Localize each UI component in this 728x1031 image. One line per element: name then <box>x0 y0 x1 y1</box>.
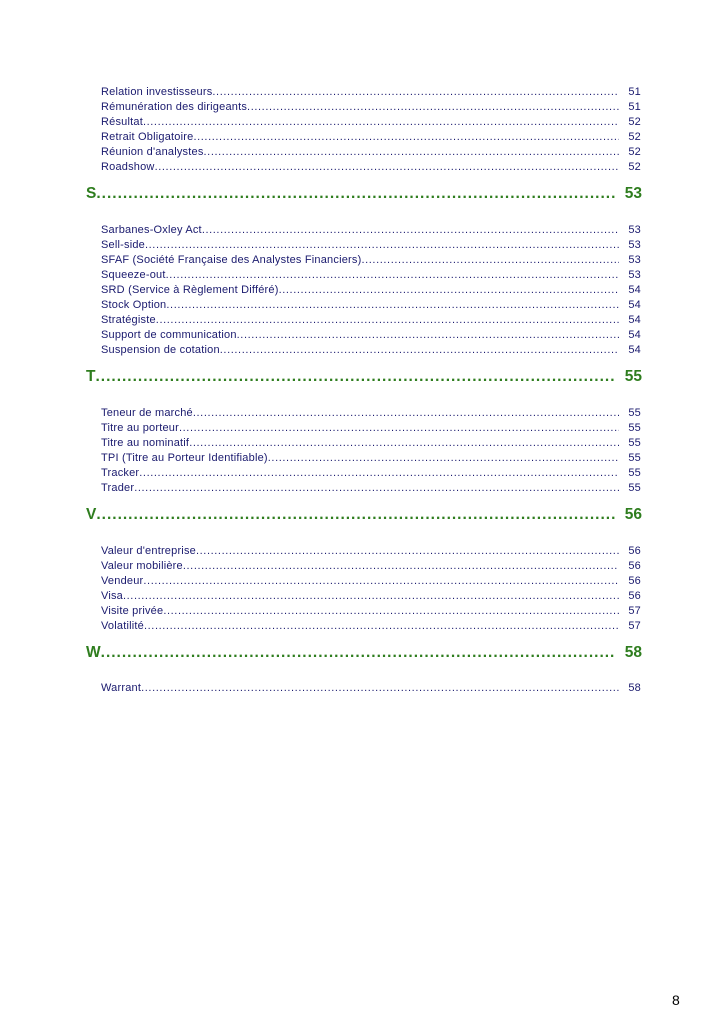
toc-entry-page: 53 <box>628 254 641 266</box>
toc-entry-label: Suspension de cotation <box>101 344 220 356</box>
toc-entry-label: Titre au porteur <box>101 422 179 434</box>
toc-entry-label: TPI (Titre au Porteur Identifiable) <box>101 452 268 464</box>
toc-leader-dots <box>95 368 616 386</box>
toc-entry-label: Teneur de marché <box>101 407 193 419</box>
toc-entry[interactable] <box>101 282 641 297</box>
toc-entry-page: 55 <box>628 482 641 494</box>
page-number: 8 <box>672 992 680 1008</box>
toc-leader-dots <box>96 506 616 524</box>
toc-leader-dots <box>204 146 619 159</box>
toc-entry[interactable] <box>101 588 641 603</box>
toc-entry-label: Tracker <box>101 467 140 479</box>
toc-entry[interactable] <box>101 342 641 357</box>
toc-entry[interactable] <box>101 84 641 99</box>
toc-entry-page: 54 <box>628 314 641 326</box>
toc-letter-heading[interactable] <box>86 640 642 662</box>
toc-entry-page: 55 <box>628 452 641 464</box>
toc-entry-page: 57 <box>628 605 641 617</box>
toc-entry-label: Réunion d'analystes <box>101 146 204 158</box>
toc-entry-page: 56 <box>628 590 641 602</box>
toc-entry-label: Valeur mobilière <box>101 560 183 572</box>
toc-entry-label: Squeeze-out <box>101 269 166 281</box>
toc-entry[interactable] <box>101 327 641 342</box>
toc-leader-dots <box>196 545 619 558</box>
toc-leader-dots <box>166 269 619 282</box>
toc-entry-label: Rémunération des dirigeants <box>101 101 248 113</box>
toc-entry-label: SFAF (Société Française des Analystes Financiers) <box>101 254 362 266</box>
toc-letter-heading[interactable] <box>86 181 642 203</box>
toc-entry[interactable] <box>101 543 641 558</box>
toc-entry-label: Support de communication <box>101 329 237 341</box>
toc-entry-page: 52 <box>628 116 641 128</box>
toc-entry[interactable] <box>101 435 641 450</box>
toc-entry[interactable] <box>101 222 641 237</box>
toc-entry-page: 56 <box>628 545 641 557</box>
toc-entry-label: Valeur d'entreprise <box>101 545 196 557</box>
toc-entry[interactable] <box>101 267 641 282</box>
toc-entry-label: Titre au nominatif <box>101 437 190 449</box>
toc-leader-dots <box>237 329 619 342</box>
toc-leader-dots <box>179 422 619 435</box>
toc-entry[interactable] <box>101 144 641 159</box>
toc-entry-label: SRD (Service à Règlement Différé) <box>101 284 279 296</box>
toc-letter-label: T <box>86 368 96 385</box>
toc-entry[interactable] <box>101 680 641 695</box>
toc-entry[interactable] <box>101 558 641 573</box>
toc-leader-dots <box>361 254 619 267</box>
toc-leader-dots <box>123 590 619 603</box>
toc-leader-dots <box>141 682 619 695</box>
toc-entry-page: 53 <box>628 224 641 236</box>
toc-entry-page: 53 <box>628 269 641 281</box>
toc-entry[interactable] <box>101 420 641 435</box>
toc-entry[interactable] <box>101 603 641 618</box>
toc-entry-page: 55 <box>628 422 641 434</box>
toc-leader-dots <box>101 644 616 662</box>
toc-leader-dots <box>166 299 619 312</box>
toc-leader-dots <box>193 131 619 144</box>
toc-leader-dots <box>163 605 619 618</box>
toc-entry-label: Roadshow <box>101 161 155 173</box>
toc-entry[interactable] <box>101 237 641 252</box>
toc-leader-dots <box>183 560 619 573</box>
toc-entry-label: Stock Option <box>101 299 167 311</box>
toc-entry[interactable] <box>101 252 641 267</box>
toc-entry[interactable] <box>101 618 641 633</box>
toc-leader-dots <box>220 344 619 357</box>
toc-leader-dots <box>155 161 619 174</box>
toc-entry-label: Volatilité <box>101 620 144 632</box>
toc-letter-page: 56 <box>624 506 642 523</box>
toc-leader-dots <box>96 185 616 203</box>
toc-letter-page: 58 <box>624 644 642 661</box>
toc-letter-label: S <box>86 185 97 202</box>
toc-leader-dots <box>279 284 619 297</box>
toc-entry-page: 55 <box>628 467 641 479</box>
toc-entry-page: 54 <box>628 329 641 341</box>
toc-entry-page: 57 <box>628 620 641 632</box>
toc-leader-dots <box>145 239 619 252</box>
toc-leader-dots <box>156 314 619 327</box>
toc-entry-page: 55 <box>628 407 641 419</box>
toc-entry-page: 51 <box>628 86 641 98</box>
toc-entry-label: Résultat <box>101 116 143 128</box>
toc-entry[interactable] <box>101 450 641 465</box>
toc-entry-label: Visa <box>101 590 123 602</box>
toc-letter-label: W <box>86 644 101 661</box>
toc-entry[interactable] <box>101 297 641 312</box>
toc-leader-dots <box>144 620 619 633</box>
toc-entry-page: 54 <box>628 344 641 356</box>
toc-entry-label: Warrant <box>101 682 142 694</box>
toc-leader-dots <box>212 86 619 99</box>
toc-letter-page: 53 <box>624 185 642 202</box>
toc-leader-dots <box>143 575 619 588</box>
toc-entry-label: Sarbanes-Oxley Act <box>101 224 202 236</box>
toc-entry[interactable] <box>101 405 641 420</box>
toc-entry[interactable] <box>101 99 641 114</box>
toc-leader-dots <box>143 116 619 129</box>
toc-entry[interactable] <box>101 480 641 495</box>
toc-letter-label: V <box>86 506 97 523</box>
toc-entry[interactable] <box>101 312 641 327</box>
toc-entry-label: Retrait Obligatoire <box>101 131 194 143</box>
toc-leader-dots <box>189 437 619 450</box>
toc-entry-page: 58 <box>628 682 641 694</box>
toc-letter-page: 55 <box>624 368 642 385</box>
toc-letter-heading[interactable] <box>86 502 642 524</box>
toc-entry-page: 54 <box>628 299 641 311</box>
toc-leader-dots <box>202 224 619 237</box>
toc-entry-label: Vendeur <box>101 575 144 587</box>
toc-entry-page: 53 <box>628 239 641 251</box>
toc-leader-dots <box>134 482 619 495</box>
toc-entry[interactable] <box>101 465 641 480</box>
toc-entry[interactable] <box>101 129 641 144</box>
toc-leader-dots <box>139 467 619 480</box>
toc-entry-page: 55 <box>628 437 641 449</box>
toc-entry-page: 52 <box>628 131 641 143</box>
toc-leader-dots <box>268 452 619 465</box>
toc-entry-label: Stratégiste <box>101 314 156 326</box>
toc-entry-label: Visite privée <box>101 605 164 617</box>
toc-entry-page: 52 <box>628 146 641 158</box>
toc-leader-dots <box>193 407 619 420</box>
toc-entry[interactable] <box>101 159 641 174</box>
toc-entry-page: 56 <box>628 575 641 587</box>
toc-entry[interactable] <box>101 573 641 588</box>
toc-entry-label: Sell-side <box>101 239 145 251</box>
toc-entry[interactable] <box>101 114 641 129</box>
toc-entry-page: 56 <box>628 560 641 572</box>
toc-entry-page: 51 <box>628 101 641 113</box>
toc-entry-label: Trader <box>101 482 135 494</box>
toc-entry-page: 54 <box>628 284 641 296</box>
toc-entry-label: Relation investisseurs <box>101 86 213 98</box>
toc-letter-heading[interactable] <box>86 364 642 386</box>
toc-leader-dots <box>247 101 619 114</box>
toc-entry-page: 52 <box>628 161 641 173</box>
